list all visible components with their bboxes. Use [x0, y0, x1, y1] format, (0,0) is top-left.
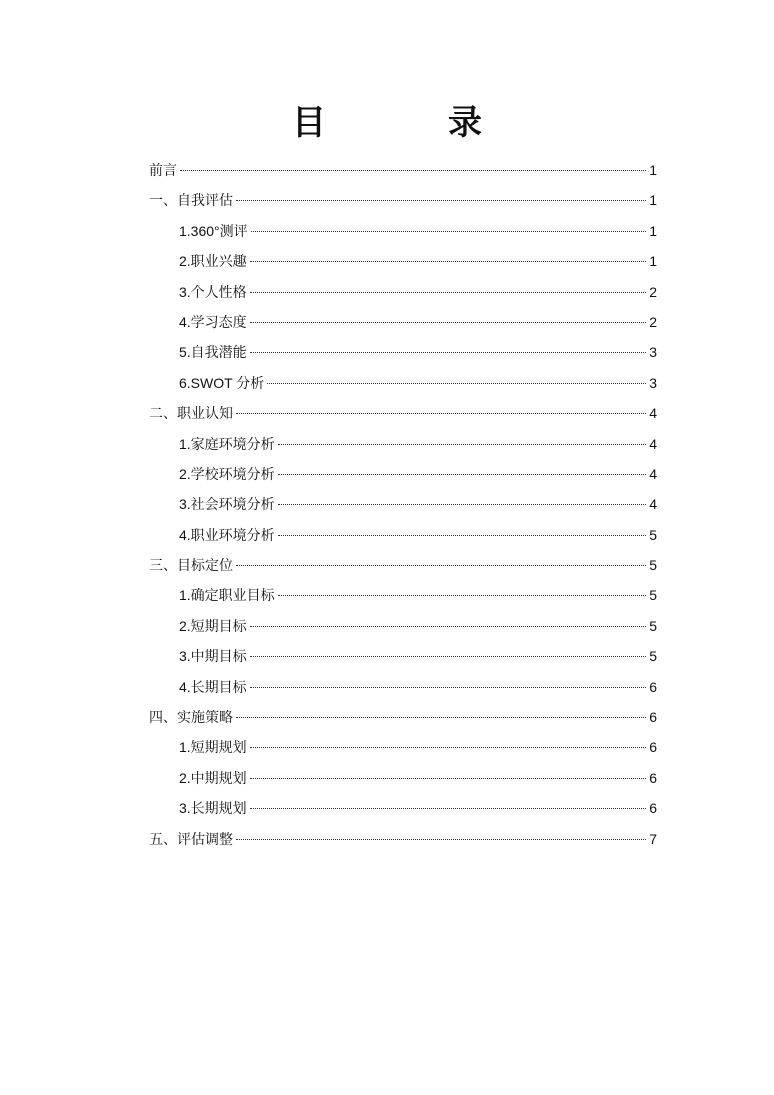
toc-page-number: 1 [649, 192, 657, 209]
dot-leader [250, 687, 646, 688]
dot-leader [236, 565, 646, 566]
toc-entry-label: 3.社会环境分析 [179, 496, 275, 513]
toc-entry[interactable] [149, 431, 657, 461]
toc-page-number: 5 [649, 617, 657, 634]
toc-entry[interactable] [149, 400, 657, 430]
toc-page-number: 4 [649, 496, 657, 513]
toc-entry[interactable] [149, 674, 657, 704]
toc-page-number: 3 [649, 344, 657, 361]
toc-entry-label: 5.自我潜能 [179, 344, 247, 361]
toc-page-number: 1 [649, 222, 657, 239]
toc-page-number: 1 [649, 253, 657, 270]
toc-entry-label: 3.中期目标 [179, 648, 247, 665]
toc-page-number: 2 [649, 283, 657, 300]
toc-entry-label: 2.短期目标 [179, 617, 247, 634]
dot-leader [250, 747, 646, 748]
toc-entry-label: 五、评估调整 [149, 831, 233, 848]
toc-entry-label: 2.学校环境分析 [179, 465, 275, 482]
toc-page-number: 2 [649, 313, 657, 330]
toc-entry-label: 四、实施策略 [149, 710, 233, 727]
toc-entry[interactable] [149, 643, 657, 673]
dot-leader [250, 656, 646, 657]
toc-page-number: 6 [649, 769, 657, 786]
toc-entry-label: 1.360°测评 [179, 222, 248, 239]
toc-page-number: 6 [649, 739, 657, 756]
toc-page-number: 5 [649, 587, 657, 604]
toc-page-number: 5 [649, 557, 657, 574]
dot-leader [250, 322, 646, 323]
toc-page-number: 7 [649, 830, 657, 847]
page-title: 目 录 [292, 103, 526, 143]
dot-leader [180, 170, 646, 171]
dot-leader [278, 595, 646, 596]
toc-entry[interactable] [149, 218, 657, 248]
toc-page-number: 5 [649, 526, 657, 543]
toc-entry[interactable] [149, 461, 657, 491]
toc-entry[interactable] [149, 279, 657, 309]
dot-leader [250, 626, 646, 627]
toc-entry[interactable] [149, 187, 657, 217]
toc-page-number: 6 [649, 800, 657, 817]
toc-page-number: 4 [649, 405, 657, 422]
toc-entry-label: 6.SWOT 分析 [179, 374, 265, 391]
dot-leader [250, 261, 646, 262]
toc-entry[interactable] [149, 704, 657, 734]
toc-entry-label: 1.家庭环境分析 [179, 435, 275, 452]
dot-leader [278, 535, 646, 536]
toc-entry[interactable] [149, 582, 657, 612]
toc-entry-label: 2.中期规划 [179, 769, 247, 786]
toc-entry[interactable] [149, 734, 657, 764]
toc-entry[interactable] [149, 370, 657, 400]
toc-entry[interactable] [149, 491, 657, 521]
dot-leader [250, 352, 646, 353]
dot-leader [236, 413, 646, 414]
toc-entry[interactable] [149, 157, 657, 187]
toc-entry-label: 4.职业环境分析 [179, 526, 275, 543]
toc-entry-label: 一、自我评估 [149, 193, 233, 210]
toc-entry[interactable] [149, 339, 657, 369]
toc-entry-label: 1.短期规划 [179, 739, 247, 756]
dot-leader [278, 444, 646, 445]
dot-leader [236, 200, 646, 201]
toc-entry-label: 3.个人性格 [179, 283, 247, 300]
toc-entry[interactable] [149, 765, 657, 795]
dot-leader [278, 504, 646, 505]
toc-entry[interactable] [149, 552, 657, 582]
toc-entry[interactable] [149, 248, 657, 278]
toc-entry-label: 三、目标定位 [149, 558, 233, 575]
toc-entry-label: 4.长期目标 [179, 678, 247, 695]
toc-entry-label: 3.长期规划 [179, 800, 247, 817]
toc-entry[interactable] [149, 613, 657, 643]
toc-entry-label: 1.确定职业目标 [179, 587, 275, 604]
toc-page-number: 4 [649, 465, 657, 482]
toc-entry[interactable] [149, 309, 657, 339]
toc-entry[interactable] [149, 522, 657, 552]
toc-entry-label: 二、职业认知 [149, 406, 233, 423]
table-of-contents [149, 157, 657, 856]
toc-entry[interactable] [149, 795, 657, 825]
toc-page-number: 3 [649, 374, 657, 391]
dot-leader [250, 292, 646, 293]
toc-entry-label: 2.职业兴趣 [179, 253, 247, 270]
toc-entry-label: 4.学习态度 [179, 313, 247, 330]
toc-page-number: 6 [649, 709, 657, 726]
toc-entry-label: 前言 [149, 163, 177, 179]
dot-leader [236, 717, 646, 718]
dot-leader [250, 808, 646, 809]
dot-leader [267, 383, 646, 384]
toc-page-number: 5 [649, 648, 657, 665]
toc-page-number: 1 [649, 162, 657, 178]
dot-leader [251, 231, 646, 232]
dot-leader [250, 778, 646, 779]
toc-page-number: 6 [649, 678, 657, 695]
dot-leader [236, 839, 646, 840]
toc-entry[interactable] [149, 826, 657, 856]
toc-page-number: 4 [649, 435, 657, 452]
dot-leader [278, 474, 646, 475]
